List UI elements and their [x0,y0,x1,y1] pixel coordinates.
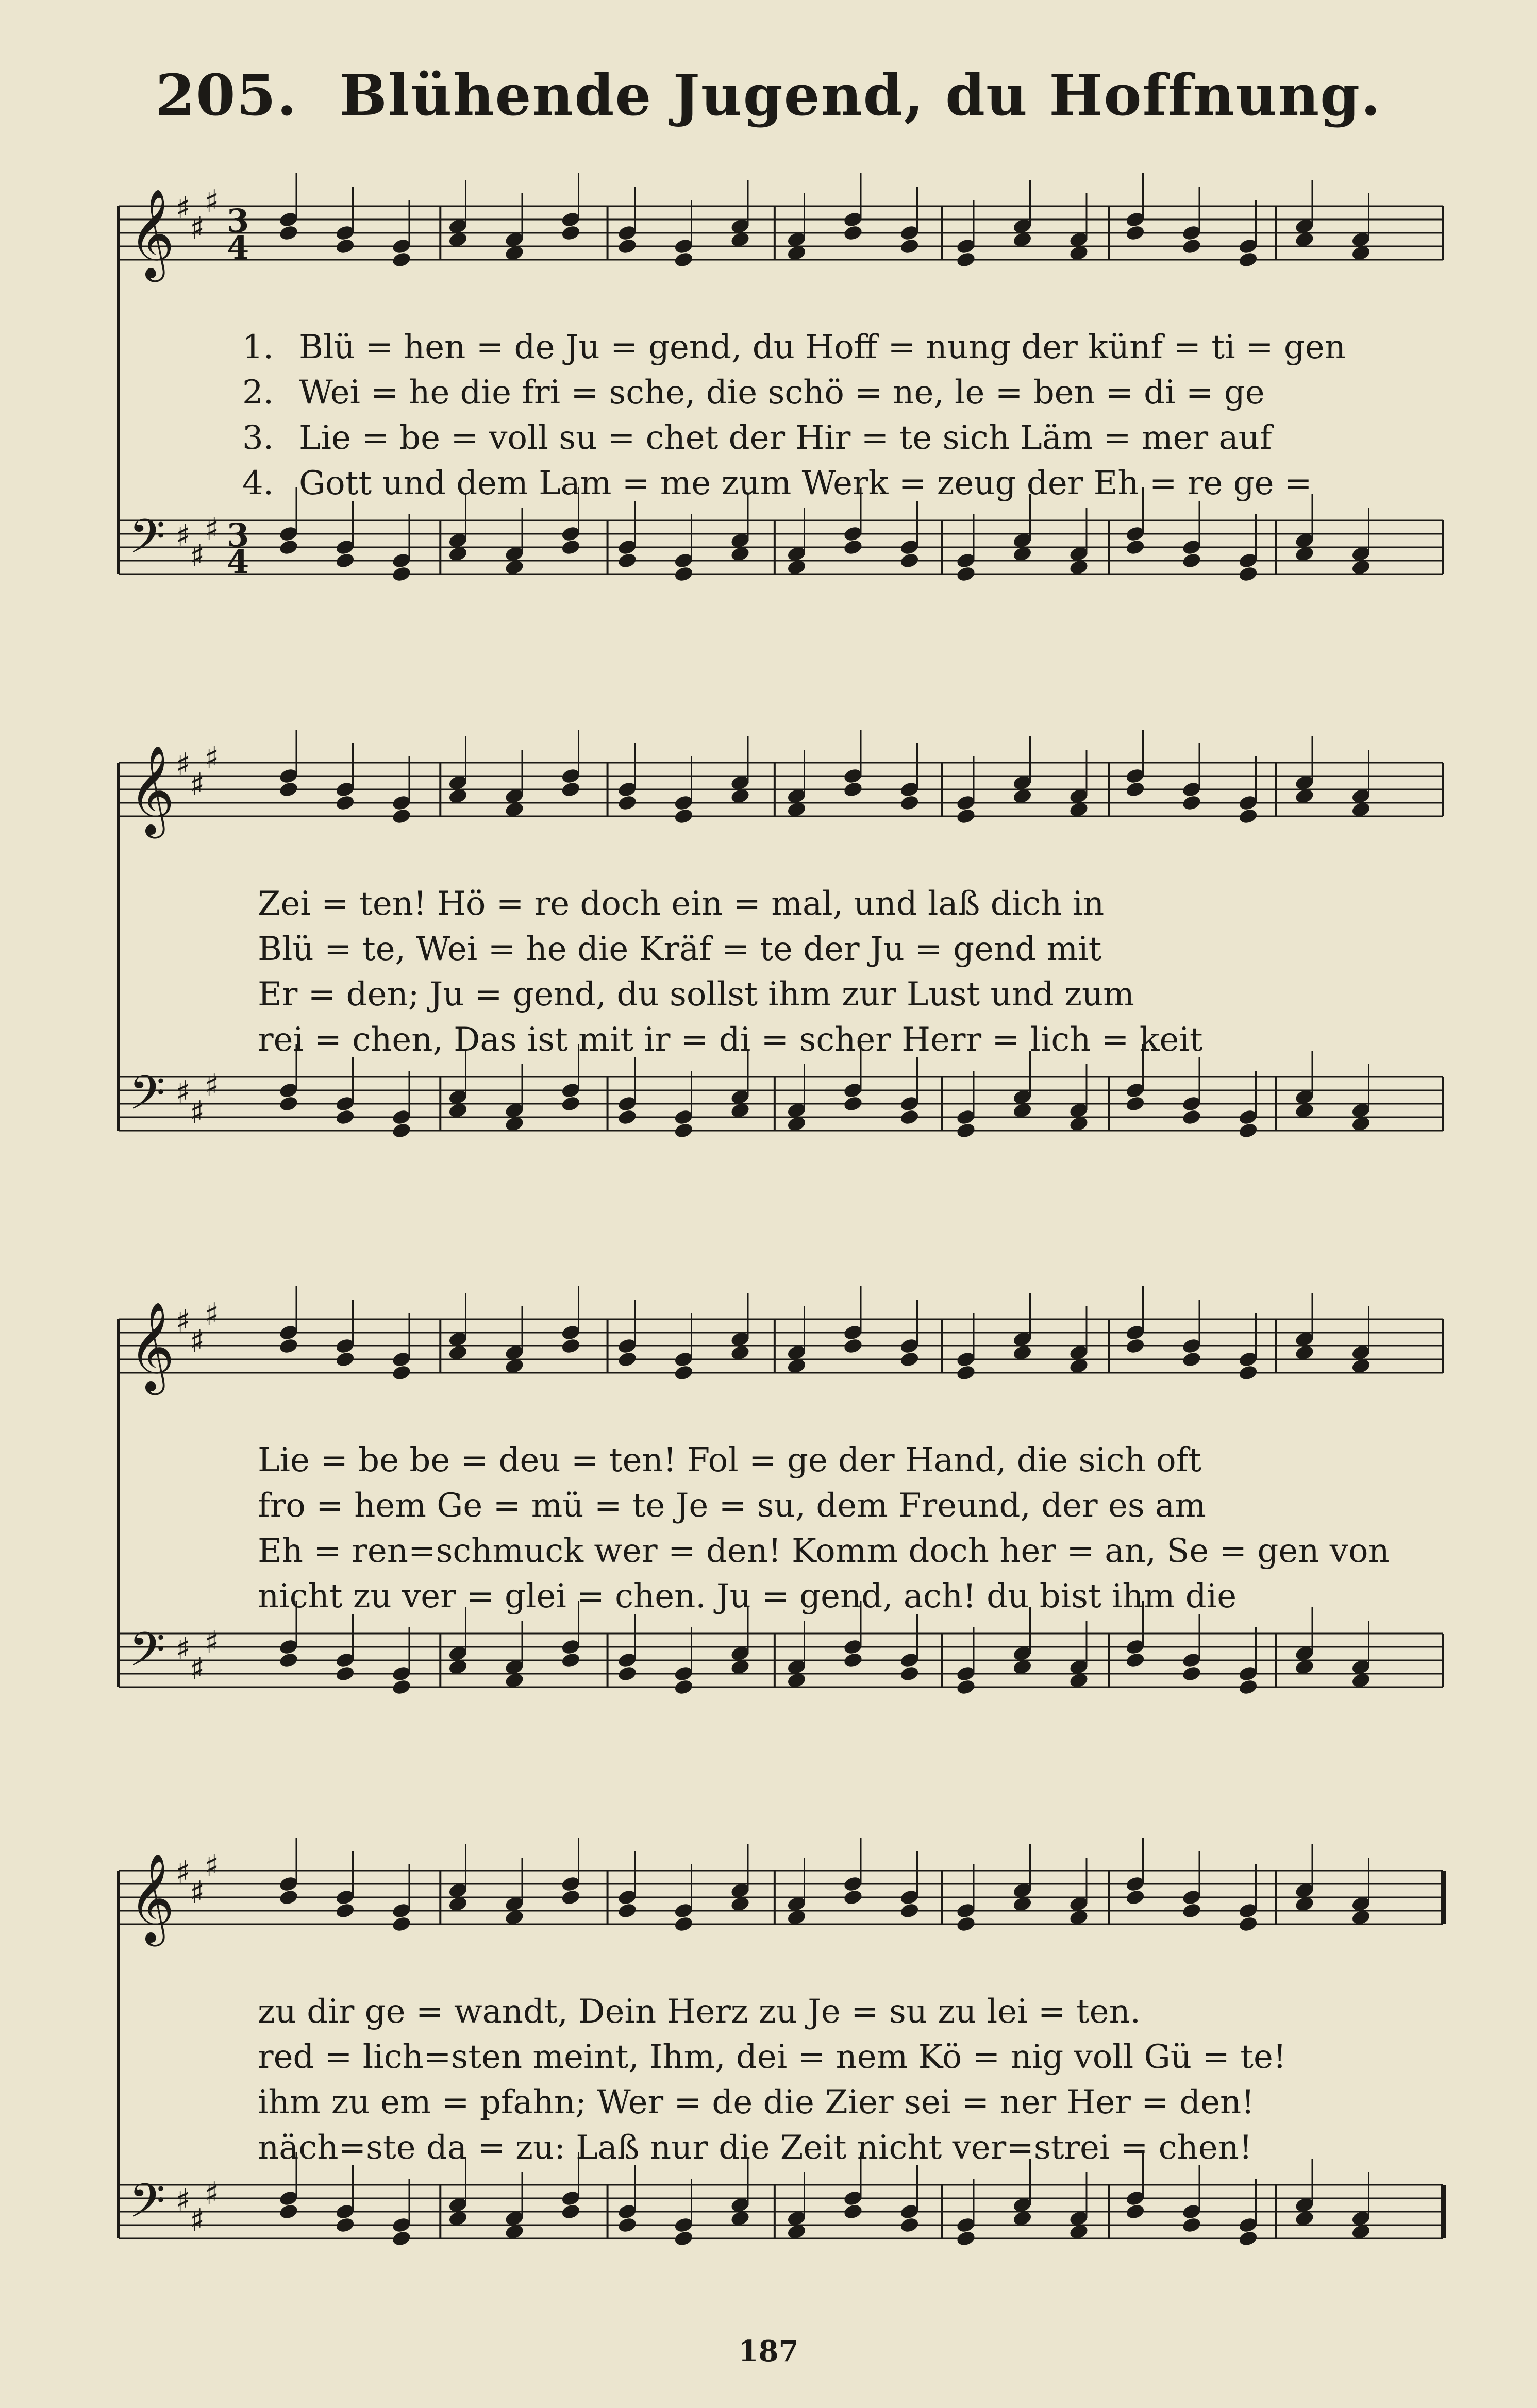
note-head [560,1889,581,1906]
note-head [956,1915,976,1933]
music-system-4 [113,1834,1454,2339]
note-head [335,552,355,569]
note-head [617,1665,638,1682]
verse-text: nicht zu ver = glei = chen. Ju = gend, ach! du bist ihm die [258,1577,1237,1615]
verse-3-line [113,972,1454,1017]
note-head [1125,2203,1145,2220]
note-head [899,1108,920,1126]
note-head [391,807,412,825]
note-head [278,781,299,798]
note-head [673,1915,694,1933]
note-head [560,2203,581,2220]
verse-3-line [113,1528,1454,1574]
verse-4-line [113,1017,1454,1063]
hymn-title: Blühende Jugend, du Hoffnung. [339,62,1382,128]
verse-2-line [113,370,1454,415]
note-head [843,224,863,242]
verse-2-line [113,1483,1454,1528]
verse-4-line [113,461,1454,506]
verse-text: fro = hem Ge = mü = te Je = su, dem Freund, der es am [258,1487,1206,1525]
verse-text: zu dir ge = wandt, Dein Herz zu Je = su zu lei = ten. [258,1993,1141,2031]
note-head [391,565,412,583]
note-head [278,1652,299,1669]
sharp-icon: ♯ [190,767,205,803]
sharp-icon: ♯ [204,511,220,547]
sharp-icon: ♯ [175,2182,191,2218]
note-head [843,1095,863,1113]
sharp-icon: ♯ [204,1624,220,1660]
bass-clef-icon: 𝄢 [129,1622,165,1688]
time-signature-digit: 4 [227,543,249,581]
note-head [843,781,863,798]
verse-text: näch=ste da = zu: Laß nur die Zeit nicht ver=strei = chen! [258,2129,1252,2167]
note-head [899,2216,920,2234]
note-head [1125,1337,1145,1355]
note-head [899,1351,920,1368]
note-head [1125,538,1145,556]
hymn-number: 205. [155,62,298,128]
verse-text: Gott und dem Lam = me zum Werk = zeug der Eh = re ge = [299,464,1312,502]
treble-clef-icon: 𝄞 [129,1302,175,1391]
lyrics-system-2 [113,881,1454,1063]
note-head [1238,1122,1258,1139]
sharp-icon: ♯ [190,210,205,246]
verse-2-line [113,2034,1454,2080]
note-head [560,1652,581,1669]
note-head [617,1351,638,1368]
verse-3-line [113,415,1454,461]
note-head [673,251,694,268]
note-head [673,1678,694,1696]
note-head [278,224,299,242]
sharp-icon: ♯ [175,1855,191,1891]
note-head [335,2216,355,2234]
sharp-icon: ♯ [190,1651,205,1687]
verse-number: 3. [242,419,274,457]
note-head [673,565,694,583]
note-head [335,1665,355,1682]
verse-1-line [113,881,1454,927]
note-head [335,1351,355,1368]
treble-clef-icon: 𝄞 [129,1853,175,1943]
verse-1-line [113,325,1454,370]
note-head [278,2203,299,2220]
note-head [391,2230,412,2247]
note-head [956,1364,976,1382]
verse-text: red = lich=sten meint, Ihm, dei = nem Kö = nig voll Gü = te! [258,2038,1287,2076]
note-head [617,552,638,569]
note-head [1181,1665,1202,1682]
music-system-2 [113,727,1454,1242]
note-head [1238,807,1258,825]
note-head [617,794,638,812]
note-head [617,1902,638,1919]
music-system-3 [113,1283,1454,1798]
verse-number: 2. [242,374,274,412]
note-head [843,538,863,556]
note-head [278,1337,299,1355]
verse-text: Zei = ten! Hö = re doch ein = mal, und laß dich in [258,885,1105,923]
note-head [956,807,976,825]
verse-2-line [113,927,1454,972]
verse-4-line [113,1574,1454,1619]
note-head [843,1889,863,1906]
music-system-1 [113,170,1454,685]
verse-3-line [113,2080,1454,2125]
note-head [1181,238,1202,255]
sharp-icon: ♯ [204,740,220,776]
sharp-icon: ♯ [190,1875,205,1911]
note-head [1125,1889,1145,1906]
note-head [1238,1364,1258,1382]
sharp-icon: ♯ [175,1074,191,1110]
lyrics-system-4 [113,1989,1454,2170]
note-head [1181,1108,1202,1126]
note-head [673,1364,694,1382]
note-head [956,1678,976,1696]
note-head [1125,1652,1145,1669]
verse-1-line [113,1438,1454,1483]
note-head [560,781,581,798]
note-head [278,1095,299,1113]
sharp-icon: ♯ [190,1094,205,1131]
note-head [1181,1902,1202,1919]
sharp-icon: ♯ [190,538,205,574]
note-head [1181,2216,1202,2234]
note-head [1181,552,1202,569]
note-head [617,1108,638,1126]
verse-number: 1. [242,328,274,366]
note-head [843,1652,863,1669]
note-head [673,2230,694,2247]
sharp-icon: ♯ [204,2176,220,2212]
sharp-icon: ♯ [175,190,191,226]
bass-clef-icon: 𝄢 [129,509,165,575]
page-number: 187 [738,2334,799,2368]
note-head [1125,781,1145,798]
note-head [617,238,638,255]
verse-4-line [113,2125,1454,2170]
note-head [335,794,355,812]
verse-text: Blü = te, Wei = he die Kräf = te der Ju = gend mit [258,930,1102,968]
note-head [1238,1678,1258,1696]
sharp-icon: ♯ [190,1323,205,1359]
note-head [617,2216,638,2234]
treble-clef-icon: 𝄞 [129,745,175,835]
note-head [899,1902,920,1919]
verse-text: Lie = be be = deu = ten! Fol = ge der Hand, die sich oft [258,1441,1202,1479]
note-head [899,552,920,569]
note-head [1238,251,1258,268]
verse-text: ihm zu em = pfahn; Wer = de die Zier sei = ner Her = den! [258,2083,1255,2121]
note-head [956,1122,976,1139]
note-head [391,251,412,268]
note-head [1125,1095,1145,1113]
note-head [1238,1915,1258,1933]
note-head [560,538,581,556]
note-head [335,1108,355,1126]
verse-text: Blü = hen = de Ju = gend, du Hoff = nung der künf = ti = gen [299,328,1346,366]
note-head [1181,1351,1202,1368]
note-head [956,2230,976,2247]
verse-text: Eh = ren=schmuck wer = den! Komm doch her = an, Se = gen von [258,1532,1390,1570]
hymn-title-line [0,62,1537,128]
note-head [335,1902,355,1919]
note-head [278,1889,299,1906]
note-head [956,565,976,583]
verse-text: Er = den; Ju = gend, du sollst ihm zur Lust und zum [258,975,1134,1014]
note-head [1181,794,1202,812]
treble-clef-icon: 𝄞 [129,189,175,278]
note-head [335,238,355,255]
note-head [673,807,694,825]
verse-text: rei = chen, Das ist mit ir = di = scher Herr = lich = keit [258,1021,1203,1059]
note-head [1125,224,1145,242]
verse-text: Lie = be = voll su = chet der Hir = te sich Läm = mer auf [299,419,1272,457]
sharp-icon: ♯ [204,183,220,220]
note-head [1238,565,1258,583]
lyrics-system-1 [113,325,1454,506]
bass-clef-icon: 𝄢 [129,2174,165,2239]
note-head [560,224,581,242]
verse-number: 4. [242,464,274,502]
note-head [560,1337,581,1355]
note-head [391,1364,412,1382]
lyrics-system-3 [113,1438,1454,1619]
note-head [1238,2230,1258,2247]
sharp-icon: ♯ [175,1303,191,1339]
note-head [391,1915,412,1933]
sharp-icon: ♯ [190,2202,205,2238]
sharp-icon: ♯ [175,1631,191,1667]
note-head [278,538,299,556]
note-head [843,1337,863,1355]
sharp-icon: ♯ [204,1296,220,1333]
note-head [391,1122,412,1139]
verse-1-line [113,1989,1454,2034]
note-head [560,1095,581,1113]
bass-clef-icon: 𝄢 [129,1066,165,1132]
time-signature-digit: 3 [227,516,249,554]
note-head [843,2203,863,2220]
time-signature-digit: 3 [227,202,249,240]
sharp-icon: ♯ [175,747,191,783]
note-head [673,1122,694,1139]
note-head [899,238,920,255]
verse-text: Wei = he die fri = sche, die schö = ne, le = ben = di = ge [299,374,1265,412]
note-head [956,251,976,268]
sharp-icon: ♯ [175,518,191,554]
note-head [899,794,920,812]
note-head [391,1678,412,1696]
time-signature-digit: 4 [227,229,249,266]
note-head [899,1665,920,1682]
sharp-icon: ♯ [204,1068,220,1104]
sharp-icon: ♯ [204,1848,220,1884]
